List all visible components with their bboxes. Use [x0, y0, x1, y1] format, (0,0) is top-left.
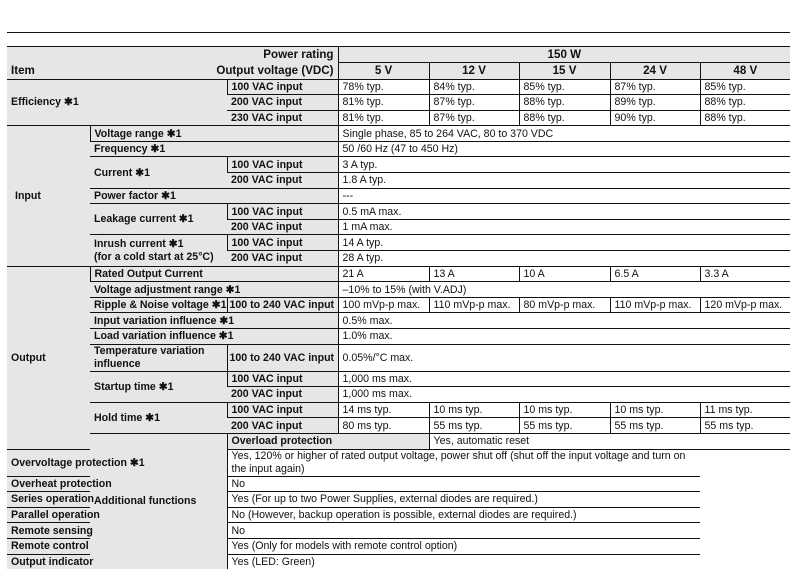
voltage-15v: 15 V	[519, 63, 610, 80]
current-cond: 200 VAC input	[227, 173, 338, 189]
output-section-label: Output	[7, 266, 90, 449]
inrush-value: 14 A typ.	[338, 235, 790, 251]
header-row-voltage	[7, 63, 790, 80]
inrush-cond: 200 VAC input	[227, 251, 338, 267]
output-input-variation-row	[7, 313, 790, 329]
additional-row	[7, 554, 790, 569]
output-hold-row	[7, 402, 790, 418]
additional-value: Yes, automatic reset	[429, 433, 790, 449]
power-rating-value: 150 W	[338, 47, 790, 63]
efficiency-value: 90% typ.	[610, 110, 700, 126]
rated-current-label: Rated Output Current	[90, 266, 338, 282]
temperature-variation-cond: 100 to 240 VAC input	[227, 344, 338, 371]
input-frequency-row	[7, 141, 790, 157]
ripple-noise-value: 110 mVp-p max.	[610, 297, 700, 313]
output-voltage-adjustment-row	[7, 282, 790, 298]
voltage-12v: 12 V	[429, 63, 519, 80]
rated-current-value: 21 A	[338, 266, 429, 282]
input-leakage-row	[7, 204, 790, 220]
hold-cond: 200 VAC input	[227, 418, 338, 434]
additional-label: Remote control	[7, 538, 227, 554]
voltage-5v: 5 V	[338, 63, 429, 80]
spec-table	[7, 46, 790, 569]
header-item-cell	[7, 63, 338, 80]
ripple-noise-label: Ripple & Noise voltage ✱1	[90, 297, 227, 313]
current-cond: 100 VAC input	[227, 157, 338, 173]
startup-time-label: Startup time ✱1	[90, 371, 227, 402]
startup-cond: 200 VAC input	[227, 387, 338, 403]
additional-value: Yes (LED: Green)	[227, 554, 700, 569]
efficiency-cond: 200 VAC input	[227, 95, 338, 111]
power-factor-value: ---	[338, 188, 790, 204]
header-row-power	[7, 47, 790, 63]
hold-value: 80 ms typ.	[338, 418, 429, 434]
output-load-variation-row	[7, 329, 790, 345]
current-value: 3 A typ.	[338, 157, 790, 173]
efficiency-label: Efficiency ✱1	[7, 79, 227, 126]
output-startup-row	[7, 371, 790, 387]
additional-label: Series operation	[7, 492, 227, 508]
additional-row	[7, 449, 790, 476]
voltage-range-value: Single phase, 85 to 264 VAC, 80 to 370 VDC	[338, 126, 790, 142]
additional-value: No	[227, 523, 700, 539]
additional-row	[7, 507, 790, 523]
additional-label: Overheat protection	[7, 476, 227, 492]
additional-value: Yes, 120% or higher of rated output voltage, power shut off (shut off the input voltage and turn on the input again)	[227, 449, 700, 476]
efficiency-value: 89% typ.	[610, 95, 700, 111]
efficiency-row	[7, 79, 790, 95]
rated-current-value: 10 A	[519, 266, 610, 282]
additional-value: Yes (For up to two Power Supplies, external diodes are required.)	[227, 492, 700, 508]
power-rating-label: Power rating	[7, 47, 338, 63]
top-rule	[7, 32, 790, 33]
additional-section-label: Additional functions	[90, 433, 227, 569]
hold-time-label: Hold time ✱1	[90, 402, 227, 433]
hold-value: 55 ms typ.	[700, 418, 790, 434]
ripple-noise-cond: 100 to 240 VAC input	[227, 297, 338, 313]
temperature-variation-value: 0.05%/°C max.	[338, 344, 790, 371]
efficiency-cond: 230 VAC input	[227, 110, 338, 126]
efficiency-value: 81% typ.	[338, 110, 429, 126]
inrush-current-label	[90, 235, 227, 266]
efficiency-value: 85% typ.	[519, 79, 610, 95]
input-variation-value: 0.5% max.	[338, 313, 790, 329]
power-factor-label: Power factor ✱1	[90, 188, 338, 204]
hold-cond: 100 VAC input	[227, 402, 338, 418]
leakage-current-label: Leakage current ✱1	[90, 204, 227, 235]
efficiency-value: 88% typ.	[519, 110, 610, 126]
efficiency-value: 88% typ.	[700, 110, 790, 126]
current-label: Current ✱1	[90, 157, 227, 188]
ripple-noise-value: 80 mVp-p max.	[519, 297, 610, 313]
inrush-value: 28 A typ.	[338, 251, 790, 267]
frequency-label: Frequency ✱1	[90, 141, 338, 157]
efficiency-value: 81% typ.	[338, 95, 429, 111]
frequency-value: 50 /60 Hz (47 to 450 Hz)	[338, 141, 790, 157]
leakage-value: 1 mA max.	[338, 219, 790, 235]
voltage-48v: 48 V	[700, 63, 790, 80]
additional-value: Yes (Only for models with remote control option)	[227, 538, 700, 554]
hold-value: 10 ms typ.	[429, 402, 519, 418]
efficiency-value: 88% typ.	[519, 95, 610, 111]
efficiency-value: 88% typ.	[700, 95, 790, 111]
hold-value: 10 ms typ.	[519, 402, 610, 418]
efficiency-value: 87% typ.	[429, 110, 519, 126]
additional-row	[7, 538, 790, 554]
input-section-label: Input	[7, 126, 90, 266]
hold-value: 55 ms typ.	[610, 418, 700, 434]
additional-label: Remote sensing	[7, 523, 227, 539]
ripple-noise-value: 100 mVp-p max.	[338, 297, 429, 313]
inrush-label-sub: (for a cold start at 25°C)	[94, 250, 214, 263]
rated-current-value: 6.5 A	[610, 266, 700, 282]
rated-current-value: 3.3 A	[700, 266, 790, 282]
efficiency-value: 87% typ.	[429, 95, 519, 111]
load-variation-value: 1.0% max.	[338, 329, 790, 345]
efficiency-value: 78% typ.	[338, 79, 429, 95]
ripple-noise-value: 120 mVp-p max.	[700, 297, 790, 313]
startup-value: 1,000 ms max.	[338, 387, 790, 403]
load-variation-label: Load variation influence ✱1	[90, 329, 338, 345]
hold-value: 14 ms typ.	[338, 402, 429, 418]
output-temperature-row	[7, 344, 790, 371]
hold-value: 55 ms typ.	[519, 418, 610, 434]
hold-value: 55 ms typ.	[429, 418, 519, 434]
input-inrush-row	[7, 235, 790, 251]
current-value: 1.8 A typ.	[338, 173, 790, 189]
hold-value: 11 ms typ.	[700, 402, 790, 418]
additional-label: Output indicator	[7, 554, 227, 569]
additional-row	[7, 433, 790, 449]
additional-label: Overvoltage protection ✱1	[7, 449, 227, 476]
efficiency-value: 87% typ.	[610, 79, 700, 95]
inrush-cond: 100 VAC input	[227, 235, 338, 251]
efficiency-value: 85% typ.	[700, 79, 790, 95]
additional-label: Parallel operation	[7, 507, 227, 523]
rated-current-value: 13 A	[429, 266, 519, 282]
input-voltage-range-row	[7, 126, 790, 142]
input-power-factor-row	[7, 188, 790, 204]
additional-row	[7, 476, 790, 492]
efficiency-cond: 100 VAC input	[227, 79, 338, 95]
temperature-variation-label: Temperature variation influence	[90, 344, 227, 371]
startup-value: 1,000 ms max.	[338, 371, 790, 387]
voltage-24v: 24 V	[610, 63, 700, 80]
output-rated-current-row	[7, 266, 790, 282]
voltage-adjustment-value: –10% to 15% (with V.ADJ)	[338, 282, 790, 298]
leakage-value: 0.5 mA max.	[338, 204, 790, 220]
additional-value: No (However, backup operation is possible, external diodes are required.)	[227, 507, 700, 523]
leakage-cond: 200 VAC input	[227, 219, 338, 235]
leakage-cond: 100 VAC input	[227, 204, 338, 220]
output-ripple-row	[7, 297, 790, 313]
additional-label: Overload protection	[227, 433, 429, 449]
startup-cond: 100 VAC input	[227, 371, 338, 387]
input-current-row	[7, 157, 790, 173]
output-voltage-label: Output voltage (VDC)	[216, 63, 334, 77]
ripple-noise-value: 110 mVp-p max.	[429, 297, 519, 313]
item-label: Item	[11, 63, 35, 77]
voltage-adjustment-label: Voltage adjustment range ✱1	[90, 282, 338, 298]
efficiency-value: 84% typ.	[429, 79, 519, 95]
input-variation-label: Input variation influence ✱1	[90, 313, 338, 329]
additional-row	[7, 523, 790, 539]
additional-value: No	[227, 476, 700, 492]
inrush-label-main: Inrush current ✱1	[94, 238, 184, 251]
hold-value: 10 ms typ.	[610, 402, 700, 418]
voltage-range-label: Voltage range ✱1	[90, 126, 338, 142]
